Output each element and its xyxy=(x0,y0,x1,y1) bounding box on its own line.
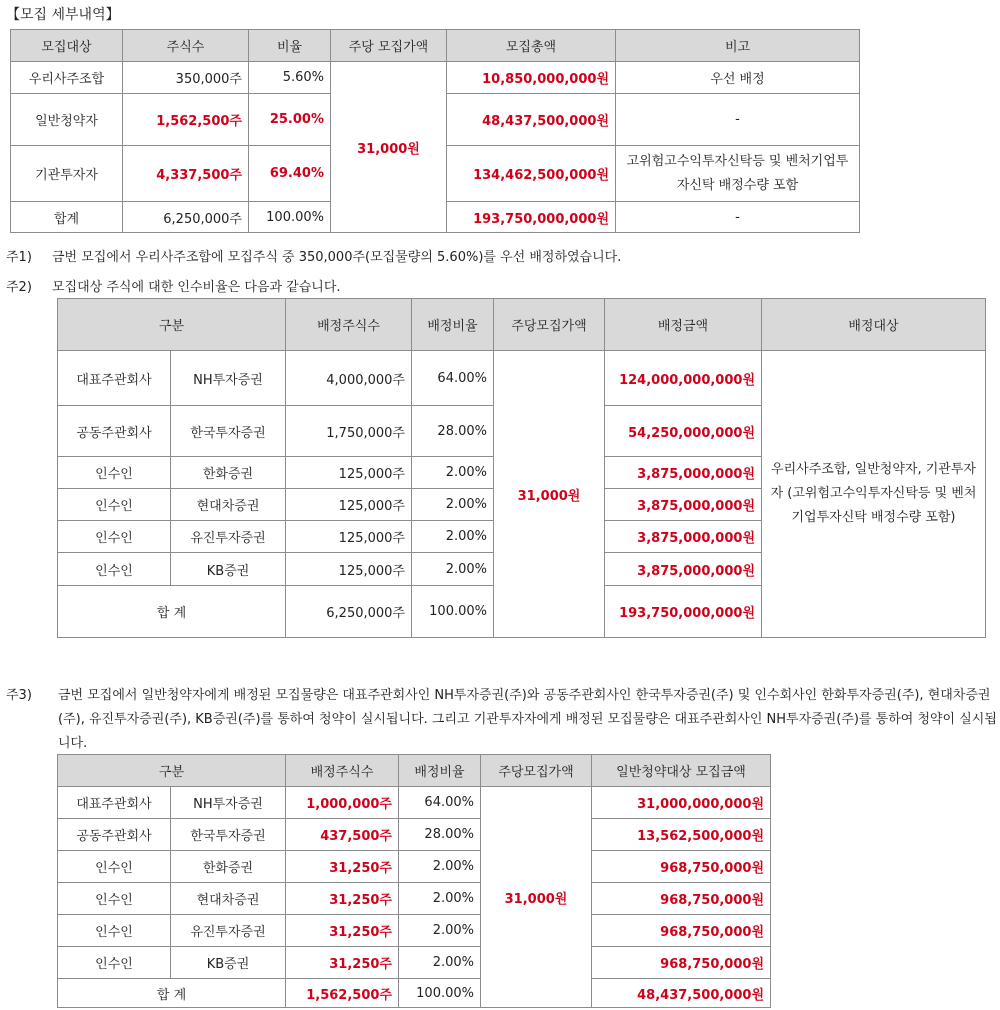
table-row xyxy=(58,947,771,979)
row-firm: 한화증권 xyxy=(171,457,286,489)
footnote-key: 주3) xyxy=(6,688,32,703)
row-firm: 한화증권 xyxy=(171,851,286,883)
row-amount: 134,462,500,000원 xyxy=(447,146,616,202)
table-row xyxy=(58,883,771,915)
row-target: 합계 xyxy=(11,202,123,233)
total-shares: 1,562,500주 xyxy=(286,979,399,1008)
row-shares: 125,000주 xyxy=(286,489,412,521)
row-ratio: 64.00% xyxy=(399,787,481,819)
footnote-1 xyxy=(6,246,621,265)
row-firm: 유진투자증권 xyxy=(171,915,286,947)
total-shares: 6,250,000주 xyxy=(286,586,412,638)
row-note: 우선 배정 xyxy=(616,62,860,94)
header-shares: 주식수 xyxy=(123,30,249,62)
row-role: 인수인 xyxy=(58,489,171,521)
table-row xyxy=(11,62,860,94)
row-amount: 54,250,000,000원 xyxy=(605,406,762,457)
row-note: - xyxy=(616,94,860,146)
footnote-3 xyxy=(6,684,998,756)
row-firm: 현대차증권 xyxy=(171,489,286,521)
row-ratio: 2.00% xyxy=(399,915,481,947)
table-row xyxy=(58,915,771,947)
row-role: 인수인 xyxy=(58,521,171,553)
row-firm: NH투자증권 xyxy=(171,787,286,819)
header-amount: 모집총액 xyxy=(447,30,616,62)
header-ratio: 배정비율 xyxy=(412,299,494,351)
row-shares: 1,000,000주 xyxy=(286,787,399,819)
row-shares: 1,562,500주 xyxy=(123,94,249,146)
row-ratio: 28.00% xyxy=(412,406,494,457)
row-firm: 한국투자증권 xyxy=(171,819,286,851)
row-shares: 125,000주 xyxy=(286,553,412,586)
total-label: 합 계 xyxy=(58,586,286,638)
retail-subscription-table xyxy=(57,754,771,1008)
table-row xyxy=(58,851,771,883)
header-ratio: 배정비율 xyxy=(399,755,481,787)
table-row xyxy=(58,351,986,406)
row-role: 대표주관회사 xyxy=(58,351,171,406)
row-amount: 10,850,000,000원 xyxy=(447,62,616,94)
row-shares: 31,250주 xyxy=(286,947,399,979)
row-ratio: 2.00% xyxy=(412,553,494,586)
header-category: 구분 xyxy=(58,299,286,351)
row-firm: 한국투자증권 xyxy=(171,406,286,457)
header-price: 주당모집가액 xyxy=(494,299,605,351)
row-shares: 4,000,000주 xyxy=(286,351,412,406)
total-row xyxy=(58,979,771,1008)
footnote-text: 금번 모집에서 우리사주조합에 모집주식 중 350,000주(모집물량의 5.60%)를 우선 배정하였습니다. xyxy=(52,250,622,265)
header-price: 주당모집가액 xyxy=(481,755,592,787)
footnote-key: 주2) xyxy=(6,280,32,295)
row-amount: 124,000,000,000원 xyxy=(605,351,762,406)
footnote-key: 주1) xyxy=(6,250,32,265)
row-amount: 3,875,000,000원 xyxy=(605,457,762,489)
row-firm: NH투자증권 xyxy=(171,351,286,406)
row-amount: 3,875,000,000원 xyxy=(605,553,762,586)
price-per-share: 31,000원 xyxy=(494,351,605,638)
row-shares: 125,000주 xyxy=(286,521,412,553)
row-shares: 1,750,000주 xyxy=(286,406,412,457)
footnote-text: 금번 모집에서 일반청약자에게 배정된 모집물량은 대표주관회사인 NH투자증권(주)와 공동주관회사인 한국투자증권(주) 및 인수회사인 한화투자증권(주), 현대차증권(주), 유진투자증권(주), KB증권(주)를 통하여 청약이 실시됩니다. 그리고 기관투자자에게 배정된 모집물량은 대표주관회사인 NH투자증권(주)를 통하여 청약이 실시됩니다. xyxy=(58,688,997,751)
row-target: 일반청약자 xyxy=(11,94,123,146)
header-category: 구분 xyxy=(58,755,286,787)
row-role: 인수인 xyxy=(58,851,171,883)
header-target: 배정대상 xyxy=(762,299,986,351)
footnote-2 xyxy=(6,276,341,295)
row-ratio: 2.00% xyxy=(412,521,494,553)
row-ratio: 2.00% xyxy=(412,489,494,521)
header-price: 주당 모집가액 xyxy=(331,30,447,62)
row-role: 공동주관회사 xyxy=(58,819,171,851)
header-target: 모집대상 xyxy=(11,30,123,62)
row-amount: 193,750,000,000원 xyxy=(447,202,616,233)
row-amount: 3,875,000,000원 xyxy=(605,489,762,521)
row-ratio: 64.00% xyxy=(412,351,494,406)
row-amount: 968,750,000원 xyxy=(592,915,771,947)
row-shares: 437,500주 xyxy=(286,819,399,851)
row-role: 인수인 xyxy=(58,947,171,979)
row-role: 인수인 xyxy=(58,883,171,915)
row-ratio: 5.60% xyxy=(249,62,331,94)
row-role: 인수인 xyxy=(58,553,171,586)
row-ratio: 28.00% xyxy=(399,819,481,851)
row-role: 공동주관회사 xyxy=(58,406,171,457)
row-note: 고위험고수익투자신탁등 및 벤처기업투자신탁 배정수량 포함 xyxy=(616,146,860,202)
row-ratio: 2.00% xyxy=(399,851,481,883)
header-amount: 배정금액 xyxy=(605,299,762,351)
row-ratio: 25.00% xyxy=(249,94,331,146)
row-ratio: 2.00% xyxy=(399,947,481,979)
header-amount: 일반청약대상 모집금액 xyxy=(592,755,771,787)
total-label: 합 계 xyxy=(58,979,286,1008)
header-shares: 배정주식수 xyxy=(286,755,399,787)
total-amount: 48,437,500,000원 xyxy=(592,979,771,1008)
row-shares: 125,000주 xyxy=(286,457,412,489)
row-note: - xyxy=(616,202,860,233)
row-ratio: 69.40% xyxy=(249,146,331,202)
row-shares: 350,000주 xyxy=(123,62,249,94)
table-row xyxy=(58,787,771,819)
price-per-share: 31,000원 xyxy=(331,62,447,233)
row-firm: 현대차증권 xyxy=(171,883,286,915)
subscription-detail-table xyxy=(10,29,860,233)
row-amount: 3,875,000,000원 xyxy=(605,521,762,553)
row-role: 대표주관회사 xyxy=(58,787,171,819)
row-shares: 4,337,500주 xyxy=(123,146,249,202)
header-ratio: 비율 xyxy=(249,30,331,62)
row-amount: 968,750,000원 xyxy=(592,947,771,979)
row-target: 우리사주조합 xyxy=(11,62,123,94)
row-firm: KB증권 xyxy=(171,553,286,586)
row-shares: 31,250주 xyxy=(286,883,399,915)
row-role: 인수인 xyxy=(58,457,171,489)
row-amount: 968,750,000원 xyxy=(592,851,771,883)
header-shares: 배정주식수 xyxy=(286,299,412,351)
total-ratio: 100.00% xyxy=(412,586,494,638)
row-shares: 6,250,000주 xyxy=(123,202,249,233)
row-ratio: 2.00% xyxy=(412,457,494,489)
row-ratio: 100.00% xyxy=(249,202,331,233)
price-per-share: 31,000원 xyxy=(481,787,592,1008)
table-row xyxy=(58,819,771,851)
row-shares: 31,250주 xyxy=(286,915,399,947)
section-title: 【모집 세부내역】 xyxy=(6,7,120,23)
total-ratio: 100.00% xyxy=(399,979,481,1008)
row-role: 인수인 xyxy=(58,915,171,947)
header-note: 비고 xyxy=(616,30,860,62)
underwriting-ratio-table xyxy=(57,298,986,638)
row-firm: 유진투자증권 xyxy=(171,521,286,553)
total-amount: 193,750,000,000원 xyxy=(605,586,762,638)
footnote-text: 모집대상 주식에 대한 인수비율은 다음과 같습니다. xyxy=(52,280,341,295)
row-amount: 13,562,500,000원 xyxy=(592,819,771,851)
row-target: 기관투자자 xyxy=(11,146,123,202)
row-amount: 968,750,000원 xyxy=(592,883,771,915)
row-ratio: 2.00% xyxy=(399,883,481,915)
allocation-target: 우리사주조합, 일반청약자, 기관투자자 (고위험고수익투자신탁등 및 벤처기업투자신탁 배정수량 포함) xyxy=(762,351,986,638)
row-amount: 31,000,000,000원 xyxy=(592,787,771,819)
row-amount: 48,437,500,000원 xyxy=(447,94,616,146)
row-shares: 31,250주 xyxy=(286,851,399,883)
row-firm: KB증권 xyxy=(171,947,286,979)
